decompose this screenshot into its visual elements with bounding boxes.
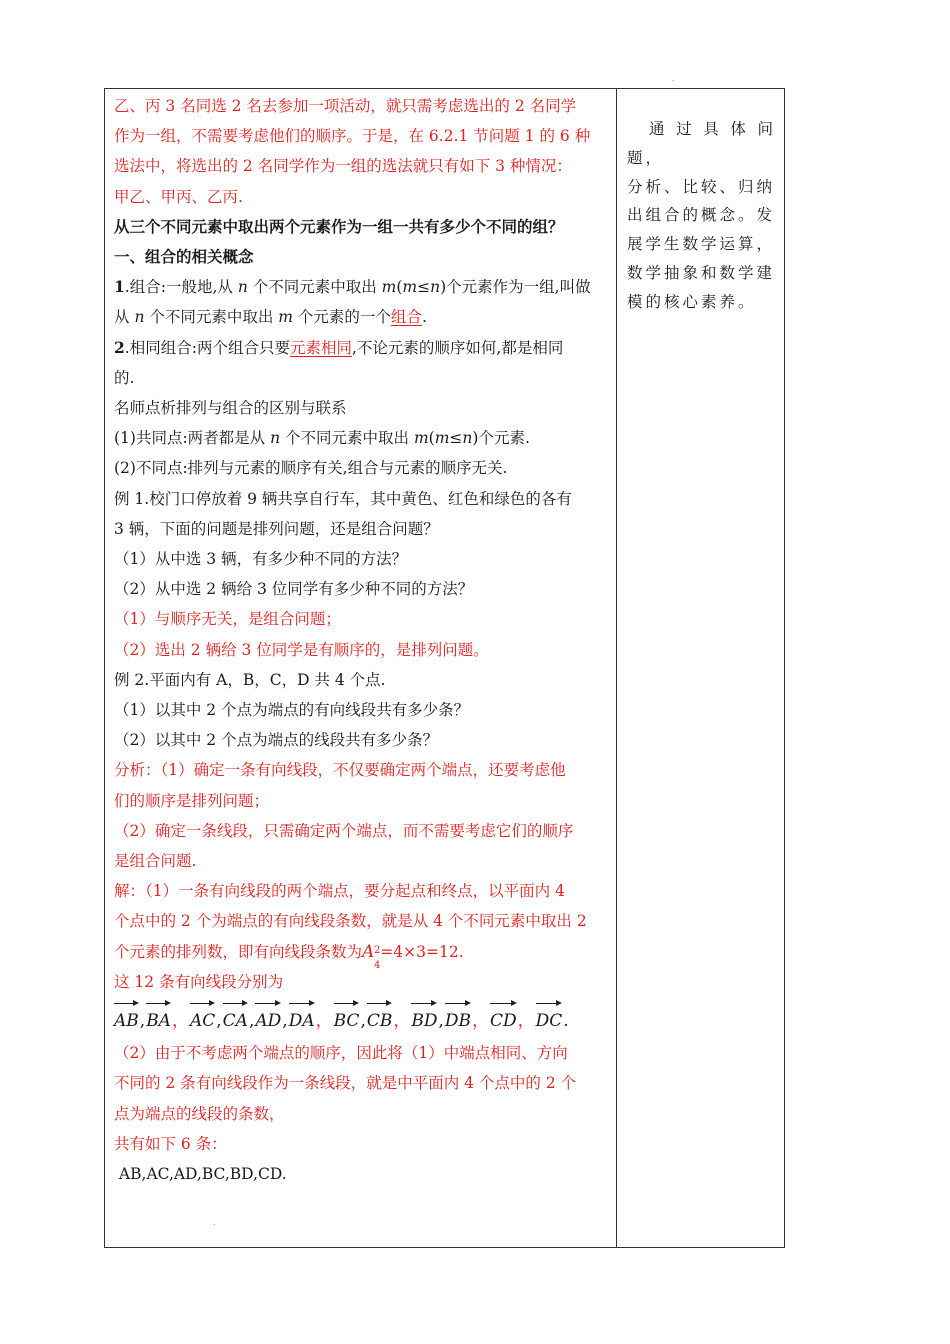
example-1 [114,484,610,665]
vector-bd: BD [411,999,437,1038]
vector-separator: , [360,1011,366,1032]
def1-text-b: 个不同元素中取出 [247,278,382,297]
analysis-line: 分析：（1）确定一条有向线段，不仅要确定两个端点，还要考虑他 [114,761,566,780]
note-line: 分析、比较、归纳 [627,177,776,196]
key-question: 从三个不同元素中取出两个元素作为一组一共有多少个不同的组？ [114,216,564,236]
same-cm: m [434,429,450,448]
intro-line: 甲乙、甲丙、乙丙. [114,187,243,206]
content-column [105,89,617,1247]
ex2-line: 例 2.平面内有 A，B，C，D 共 4 个点. [114,670,386,689]
analysis-line: 是组合问题. [114,852,197,871]
def1-var-n: n [237,278,248,297]
solution-line-3 [114,937,610,971]
ex1-line: 3 辆，下面的问题是排列问题，还是组合问题？ [114,519,439,538]
solution-text-a: 个元素的排列数，即有向线段条数为 [114,942,363,961]
intro-line: 作为一组，不需要考虑他们的顺序。于是，在 6.2.1 节问题 1 的 6 种 [114,127,591,146]
design-intent-column [617,89,784,1247]
def1-term: 组合 [390,308,422,327]
perm-letter: A [362,941,375,962]
vector-ca: CA [223,999,248,1038]
page-dot-top: . [672,74,675,83]
definition-2 [114,333,610,363]
def2-number: 2 [114,337,125,357]
vector-separator: , [438,1011,444,1032]
vector-cb: CB [367,999,393,1038]
vector-separator: , [139,1011,146,1032]
vector-end: . [563,1011,569,1032]
solution-line: 解：（1）一条有向线段的两个端点，要分起点和终点，以平面内 4 [114,882,565,901]
same-paren: ( [428,429,435,448]
def1-l2-m: m [278,308,293,327]
def1-end: . [421,308,427,327]
solution-block [114,876,610,997]
def1-l2-c: 个元素的一个 [292,308,391,327]
def1-cond-m: m [402,278,418,297]
part2-line: （2）由于不考虑两个端点的顺序，因此将（1）中端点相同、方向 [114,1044,568,1063]
def2-text-a: .相同组合:两个组合只要 [124,338,290,357]
analysis-line: （2）确定一条线段，只需确定两个端点，而不需要考虑它们的顺序 [114,821,574,840]
same-m: m [413,429,429,448]
vector-da: DA [289,999,315,1038]
teacher-note-title: 名师点析排列与组合的区别与联系 [114,399,347,418]
note-line: 通过具体问题， [627,120,776,167]
def2-text-b: ,不论元素的顺序如何,都是相同 [351,338,564,357]
same-le: ≤ [449,429,463,448]
perm-sub: 4 [374,959,381,971]
solution-line: 个点中的 2 个为端点的有向线段条数，就是从 4 个不同元素中取出 2 [114,912,587,931]
intro-line: 乙、丙 3 名同选 2 名去参加一项活动，就只需考虑选出的 2 名同学 [114,97,577,115]
vector-ba: BA [146,999,171,1038]
lesson-table [104,88,785,1248]
part2-line: 共有如下 6 条： [114,1134,227,1153]
same-n: n [270,429,281,448]
part2-block [114,1038,610,1159]
perm-sup: 2 [374,944,381,956]
vector-separator: ， [393,1011,411,1032]
example-2 [114,665,610,756]
same-b: 个不同元素中取出 [280,429,414,448]
def1-l2-a: 从 [114,308,135,327]
definition-2-cont: 的. [114,368,135,387]
def1-paren: ( [396,278,403,297]
def1-text-a: .组合:一般地,从 [124,278,238,297]
ex2-line: （2）以其中 2 个点为端点的线段共有多少条？ [114,731,439,750]
part2-line: 不同的 2 条有向线段作为一条线段，就是中平面内 4 个点中的 2 个 [114,1074,577,1093]
note-line: 展学生数学运算， [627,235,776,254]
note-line: 出组合的概念。发 [627,206,776,225]
ex1-line: （1）从中选 3 辆，有多少种不同的方法？ [114,550,408,569]
vector-separator: , [216,1011,222,1032]
solution-text-b: =4×3=12. [380,942,464,961]
vector-separator: , [282,1011,288,1032]
vector-separator: ， [472,1011,490,1032]
vector-ab: AB [114,999,139,1038]
vector-bc: BC [334,999,360,1038]
ex1-answer: （1）与顺序无关，是组合问题； [114,610,341,629]
vector-ad: AD [255,999,281,1038]
def1-le: ≤ [417,278,431,297]
def1-number: 1 [114,277,125,297]
vector-separator: ， [517,1011,535,1032]
same-c: )个元素. [472,429,530,448]
note-line: 数学抽象和数学建 [627,263,776,282]
section-title: 一、组合的相关概念 [114,247,254,267]
difference: (2)不同点:排列与元素的顺序有关,组合与元素的顺序无关. [114,459,508,478]
vector-ac: AC [190,999,215,1038]
note-line: 模的核心素养。 [627,292,757,311]
page-dot-bottom: . [213,1218,216,1227]
similarity [114,423,610,453]
def1-text-c: )个元素作为一组,叫做 [440,278,591,297]
same-cn: n [462,429,473,448]
vectors-intro: 这 12 条有向线段分别为 [114,972,284,991]
vector-list [114,999,610,1038]
permutation-symbol [362,941,381,971]
definition-1 [114,272,610,302]
part2-line: 点为端点的线段的条数， [114,1104,285,1123]
segment-list: AB,AC,AD,BC,BD,CD. [114,1164,287,1183]
ex2-line: （1）以其中 2 个点为端点的有向线段共有多少条？ [114,701,470,720]
ex1-line: （2）从中选 2 辆给 3 位同学有多少种不同的方法？ [114,580,474,599]
ex1-answer: （2）选出 2 辆给 3 位同学是有顺序的，是排列问题。 [114,640,489,659]
vector-separator: ， [171,1011,189,1032]
intro-block [114,91,610,212]
ex1-line: 例 1.校门口停放着 9 辆共享自行车，其中黄色、红色和绿色的各有 [114,489,572,508]
def1-l2-b: 个不同元素中取出 [144,308,279,327]
analysis-line: 们的顺序是排列问题； [114,791,270,810]
vector-dc: DC [536,999,563,1038]
analysis-block [114,755,610,876]
def1-l2-n: n [134,308,145,327]
vector-separator: , [248,1011,255,1032]
def1-cond-n: n [430,278,441,297]
definition-1-cont [114,302,610,332]
same-a: (1)共同点:两者都是从 [114,429,271,448]
def1-var-m: m [381,278,397,297]
vector-db: DB [445,999,471,1038]
vector-separator: ， [315,1011,333,1032]
def2-term: 元素相同 [289,338,352,357]
vector-cd: CD [490,999,517,1038]
intro-line: 选法中，将选出的 2 名同学作为一组的选法就只有如下 3 种情况： [114,157,572,176]
